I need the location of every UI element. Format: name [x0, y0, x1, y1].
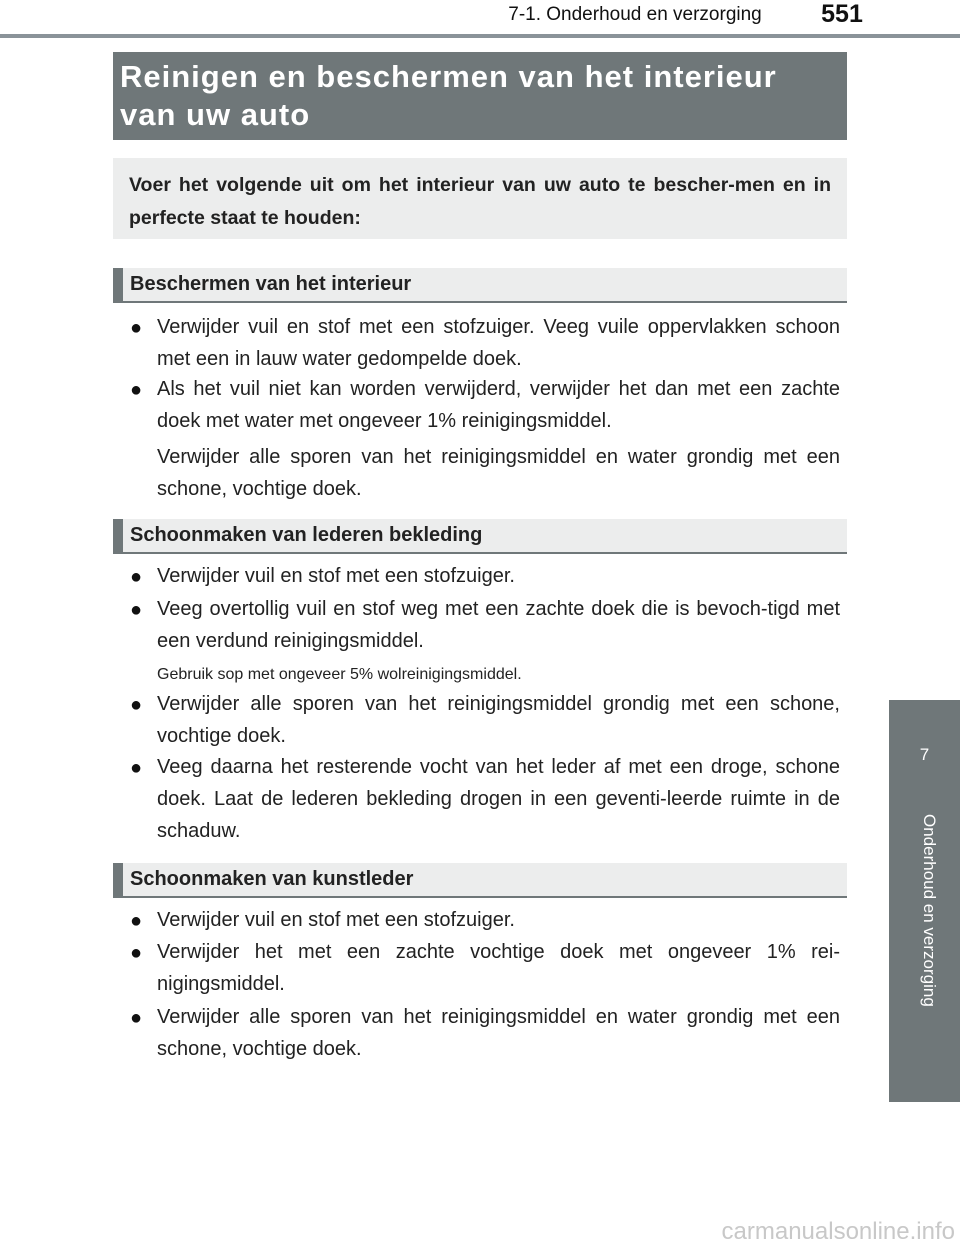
list-item: [130, 311, 840, 375]
header-section-title: 7-1. Onderhoud en verzorging: [508, 4, 762, 25]
chapter-side-tab: [889, 700, 960, 1102]
bullet-icon: ●: [130, 694, 143, 716]
list-item-text: Veeg daarna het resterende vocht van het leder af met een droge, schone doek. Laat de lederen bekleding drogen in een geventi-leerde ruimte in de schaduw.: [157, 756, 840, 842]
chapter-label: Onderhoud en verzorging: [920, 814, 939, 1007]
page-number: 551: [821, 0, 863, 28]
list-item: [130, 904, 840, 936]
list-item-text: Verwijder vuil en stof met een stofzuiger. Veeg vuile oppervlakken schoon met een in lauw water gedompelde doek.: [157, 316, 840, 370]
bullet-icon: ●: [130, 942, 143, 964]
intro-text: Voer het volgende uit om het interieur van uw auto te bescher-men en in perfecte staat te houden:: [113, 158, 847, 239]
watermark: carmanualsonline.info: [721, 1218, 955, 1245]
bullet-icon: ●: [130, 910, 143, 932]
bullet-icon: ●: [130, 1007, 143, 1029]
chapter-number: 7: [919, 745, 930, 764]
header-rule: [0, 34, 960, 38]
list-item: [130, 751, 840, 847]
list-item-text: Veeg overtollig vuil en stof weg met een zachte doek die is bevoch-tigd met een verdund reinigingsmiddel.: [157, 598, 840, 652]
list-item-text: Verwijder vuil en stof met een stofzuiger.: [157, 565, 515, 587]
bullet-icon: ●: [130, 317, 143, 339]
list-item: [130, 936, 840, 1000]
list-item-text: Verwijder vuil en stof met een stofzuiger.: [157, 909, 515, 931]
subheading-leather-cleaning: Schoonmaken van lederen bekleding: [113, 519, 847, 554]
list-item: [130, 688, 840, 752]
list-item: [130, 593, 840, 657]
list-item-text: Als het vuil niet kan worden verwijderd, verwijder het dan met een zachte doek met water met ongeveer 1% reinigingsmiddel.: [157, 378, 840, 432]
list-item: [130, 560, 840, 592]
bullet-icon: ●: [130, 757, 143, 779]
small-note-text: Gebruik sop met ongeveer 5% wolreinigingsmiddel.: [157, 666, 522, 683]
note-text: Verwijder alle sporen van het reinigingsmiddel en water grondig met een schone, vochtige doek.: [157, 446, 840, 500]
bullet-icon: ●: [130, 599, 143, 621]
list-item-text: Verwijder het met een zachte vochtige doek met ongeveer 1% rei-nigingsmiddel.: [157, 941, 840, 995]
list-item: [130, 1001, 840, 1065]
bullet-icon: ●: [130, 566, 143, 588]
bullet-icon: ●: [130, 379, 143, 401]
list-item-text: Verwijder alle sporen van het reinigingsmiddel grondig met een schone, vochtige doek.: [157, 693, 840, 747]
list-item: [130, 373, 840, 437]
list-item-text: Verwijder alle sporen van het reinigingsmiddel en water grondig met een schone, vochtige doek.: [157, 1006, 840, 1060]
subheading-artificial-leather: Schoonmaken van kunstleder: [113, 863, 847, 898]
subheading-protect-interior: Beschermen van het interieur: [113, 268, 847, 303]
page-title: Reinigen en beschermen van het interieur van uw auto: [113, 52, 847, 140]
